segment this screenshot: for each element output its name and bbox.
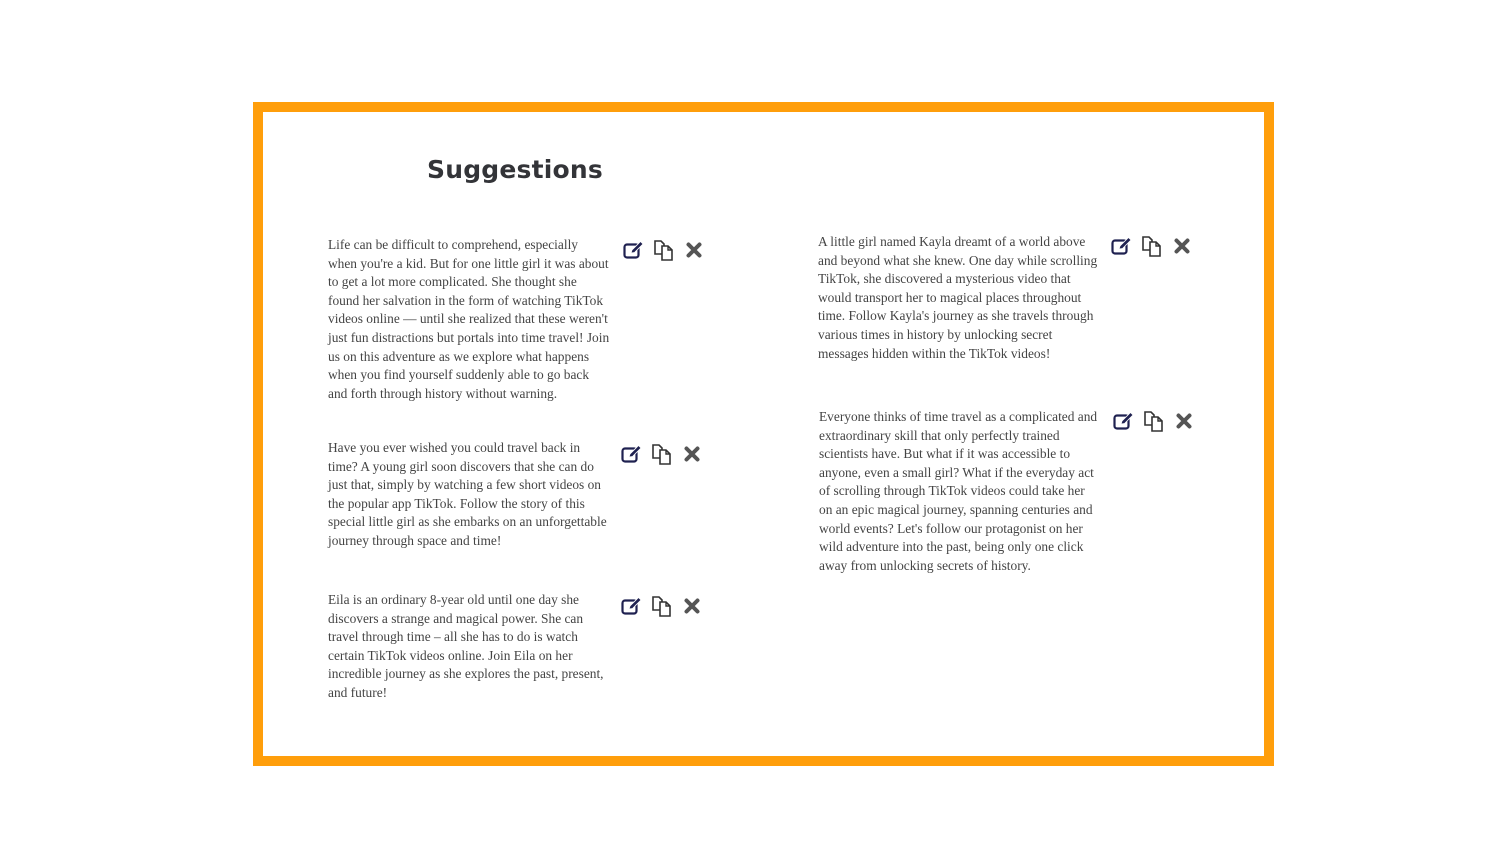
- suggestion-text: A little girl named Kayla dreamt of a world above and beyond what she knew. One day while scrolling TikTok, she discovered a mysterious video that would transport her to magical places throughout time. Follow Kayla's journey as she travels through various times in history by unlocking secret messages hidden within the TikTok videos!: [818, 234, 1098, 361]
- suggestion-actions: [1112, 409, 1196, 433]
- suggestion-card: [328, 591, 610, 703]
- copy-icon[interactable]: [650, 442, 674, 466]
- suggestion-text: Life can be difficult to comprehend, especially when you're a kid. But for one little girl it was about to get a lot more complicated. She thought she found her salvation in the form of watching TikTok videos online — until she realized that these weren't just fun distractions but portals into time travel! Join us on this adventure as we explore what happens when you find yourself suddenly able to go back and forth through history without warning.: [328, 237, 610, 401]
- delete-icon[interactable]: [680, 442, 704, 466]
- suggestion-actions: [620, 442, 704, 466]
- edit-icon[interactable]: [1112, 409, 1136, 433]
- suggestion-card: [818, 233, 1100, 363]
- page-title: Suggestions: [427, 155, 604, 184]
- suggestion-card: [328, 236, 610, 403]
- suggestion-actions: [622, 238, 706, 262]
- suggestion-text: Everyone thinks of time travel as a complicated and extraordinary skill that only perfectly trained scientists have. But what if it was accessible to anyone, even a small girl? What if the everyday act of scrolling through TikTok videos could take her on an epic magical journey, spanning centuries and world events? Let's follow our protagonist on her wild adventure into the past, being only one click away from unlocking secrets of history.: [819, 409, 1098, 573]
- copy-icon[interactable]: [1142, 409, 1166, 433]
- suggestion-text: Have you ever wished you could travel back in time? A young girl soon discovers that she can do just that, simply by watching a few short videos on the popular app TikTok. Follow the story of this special little girl as she embarks on an unforgettable journey through space and time!: [328, 440, 607, 548]
- delete-icon[interactable]: [1172, 409, 1196, 433]
- suggestion-card: [328, 439, 610, 551]
- edit-icon[interactable]: [620, 442, 644, 466]
- suggestion-actions: [1110, 234, 1194, 258]
- suggestion-card: [819, 408, 1101, 575]
- delete-icon[interactable]: [682, 238, 706, 262]
- edit-icon[interactable]: [1110, 234, 1134, 258]
- copy-icon[interactable]: [650, 594, 674, 618]
- delete-icon[interactable]: [680, 594, 704, 618]
- edit-icon[interactable]: [620, 594, 644, 618]
- suggestion-actions: [620, 594, 704, 618]
- suggestion-text: Eila is an ordinary 8-year old until one day she discovers a strange and magical power. She can travel through time – all she has to do is watch certain TikTok videos online. Join Eila on her incredible journey as she explores the past, present, and future!: [328, 592, 604, 700]
- copy-icon[interactable]: [652, 238, 676, 262]
- edit-icon[interactable]: [622, 238, 646, 262]
- delete-icon[interactable]: [1170, 234, 1194, 258]
- copy-icon[interactable]: [1140, 234, 1164, 258]
